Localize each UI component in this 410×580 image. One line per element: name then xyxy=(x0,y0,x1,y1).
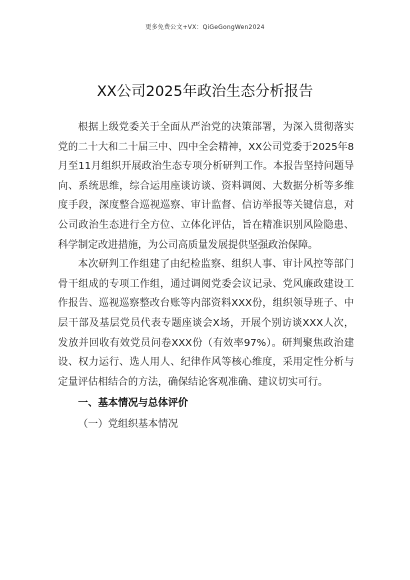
document-title: XX公司2025年政治生态分析报告 xyxy=(96,84,314,100)
subsection-heading: （一）党组织基本情况 xyxy=(78,419,178,431)
section-heading: 一、基本情况与总体评价 xyxy=(78,398,188,410)
header-note: 更多免费公文+VX：QiGeGongWen2024 xyxy=(145,24,265,31)
document-body xyxy=(58,118,354,436)
paragraph-intro: 根据上级党委关于全面从严治党的决策部署，为深入贯彻落实党的二十大和二十届三中、四中全会精神，XX公司党委于2025年8月至11月组织开展政治生态专项分析研判工作。本报告坚持问题导向、系统思维，综合运用座谈访谈、资料调阅、大数据分析等多维度手段，深度整合巡视巡察、审计监督、信访举报等关键信息，对公司政治生态进行全方位、立体化评估，旨在精准识别风险隐患、科学制定改进措施，为公司高质量发展提供坚强政治保障。 xyxy=(58,122,354,251)
paragraph-methodology: 本次研判工作组建了由纪检监察、组织人事、审计风控等部门骨干组成的专项工作组，通过调阅党委会议记录、党风廉政建设工作报告、巡视巡察整改台账等内部资料XXX份，组织领导班子、中层干部及基层党员代表专题座谈会X场，开展个别访谈XXX人次，发放并回收有效党员问卷XXX份（有效率97%）。研判聚焦政治建设、权力运行、选人用人、纪律作风等核心维度，采用定性分析与定量评估相结合的方法，确保结论客观准确、建议切实可行。 xyxy=(58,259,354,388)
